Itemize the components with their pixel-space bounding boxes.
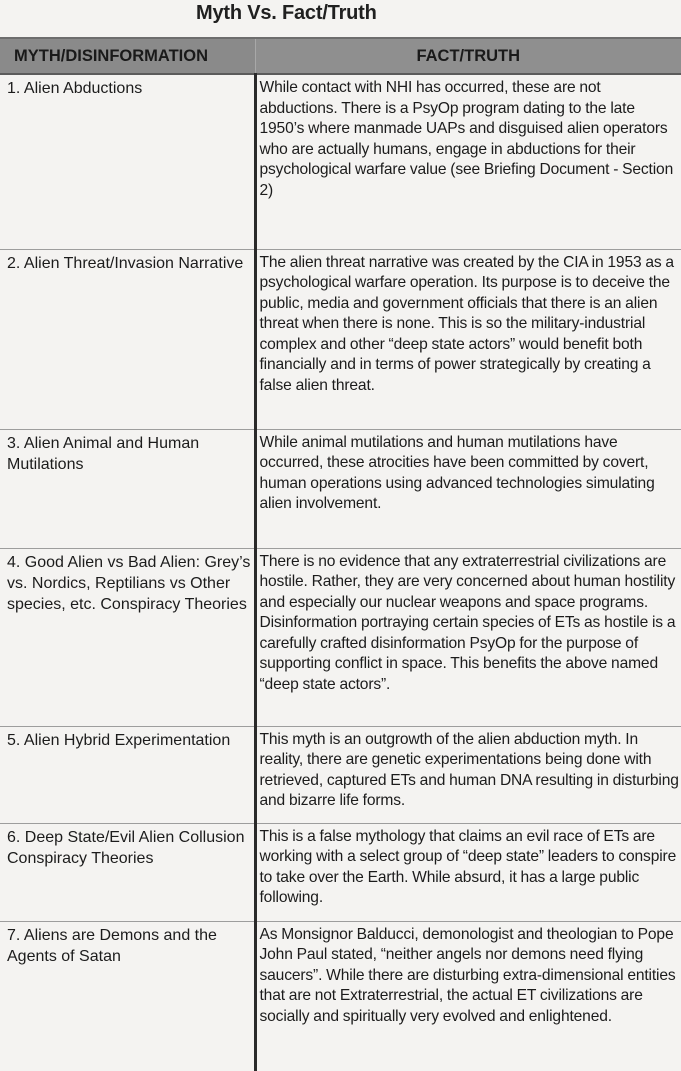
myth-cell: 7. Aliens are Demons and the Agents of Satan [0,921,255,1071]
fact-cell: While animal mutilations and human mutilations have occurred, these atrocities have been committed by covert, human operations using advanced technologies simulating alien involvement. [255,429,681,548]
myth-cell: 1. Alien Abductions [0,74,255,249]
table-row [0,74,681,249]
table-body [0,74,681,1071]
header-myth: MYTH/DISINFORMATION [0,38,255,74]
table-row [0,921,681,1071]
table-row [0,823,681,921]
fact-cell: The alien threat narrative was created by the CIA in 1953 as a psychological warfare operation. Its purpose is to deceive the public, media and government officials that there is an alien threat when there is none. This is so the military-industrial complex and other “deep state actors” would benefit both financially and in terms of power strategically by creating a false alien threat. [255,249,681,429]
header-row [0,38,681,74]
fact-cell: This is a false mythology that claims an evil race of ETs are working with a select group of “deep state” leaders to conspire to take over the Earth. While absurd, it has a large public following. [255,823,681,921]
myth-cell: 4. Good Alien vs Bad Alien: Grey’s vs. Nordics, Reptilians vs Other species, etc. Conspiracy Theories [0,548,255,726]
myth-cell: 5. Alien Hybrid Experimentation [0,726,255,823]
table-row [0,548,681,726]
table-row [0,429,681,548]
myth-cell: 6. Deep State/Evil Alien Collusion Conspiracy Theories [0,823,255,921]
table-header [0,38,681,74]
table-row [0,249,681,429]
myth-fact-table [0,37,681,1071]
myth-cell: 2. Alien Threat/Invasion Narrative [0,249,255,429]
header-fact: FACT/TRUTH [255,38,681,74]
table-row [0,726,681,823]
myth-cell: 3. Alien Animal and Human Mutilations [0,429,255,548]
fact-cell: There is no evidence that any extraterrestrial civilizations are hostile. Rather, they are very concerned about human hostility and especially our nuclear weapons and space programs. Disinformation portraying certain species of ETs as hostile is a carefully crafted disinformation PsyOp for the purpose of supporting conflict in space. This benefits the above named “deep state actors”. [255,548,681,726]
page-title: Myth Vs. Fact/Truth [196,2,377,24]
fact-cell: This myth is an outgrowth of the alien abduction myth. In reality, there are genetic experimentations being done with retrieved, captured ETs and human DNA resulting in disturbing and bizarre life forms. [255,726,681,823]
fact-cell: While contact with NHI has occurred, these are not abductions. There is a PsyOp program dating to the late 1950’s where manmade UAPs and disguised alien operators who are actually humans, engage in abductions for their psychological warfare value (see Briefing Document - Section 2) [255,74,681,249]
fact-cell: As Monsignor Balducci, demonologist and theologian to Pope John Paul stated, “neither angels nor demons need flying saucers”. While there are disturbing extra-dimensional entities that are not Extraterrestrial, the actual ET civilizations are socially and spiritually very evolved and enlightened. [259,925,676,1025]
